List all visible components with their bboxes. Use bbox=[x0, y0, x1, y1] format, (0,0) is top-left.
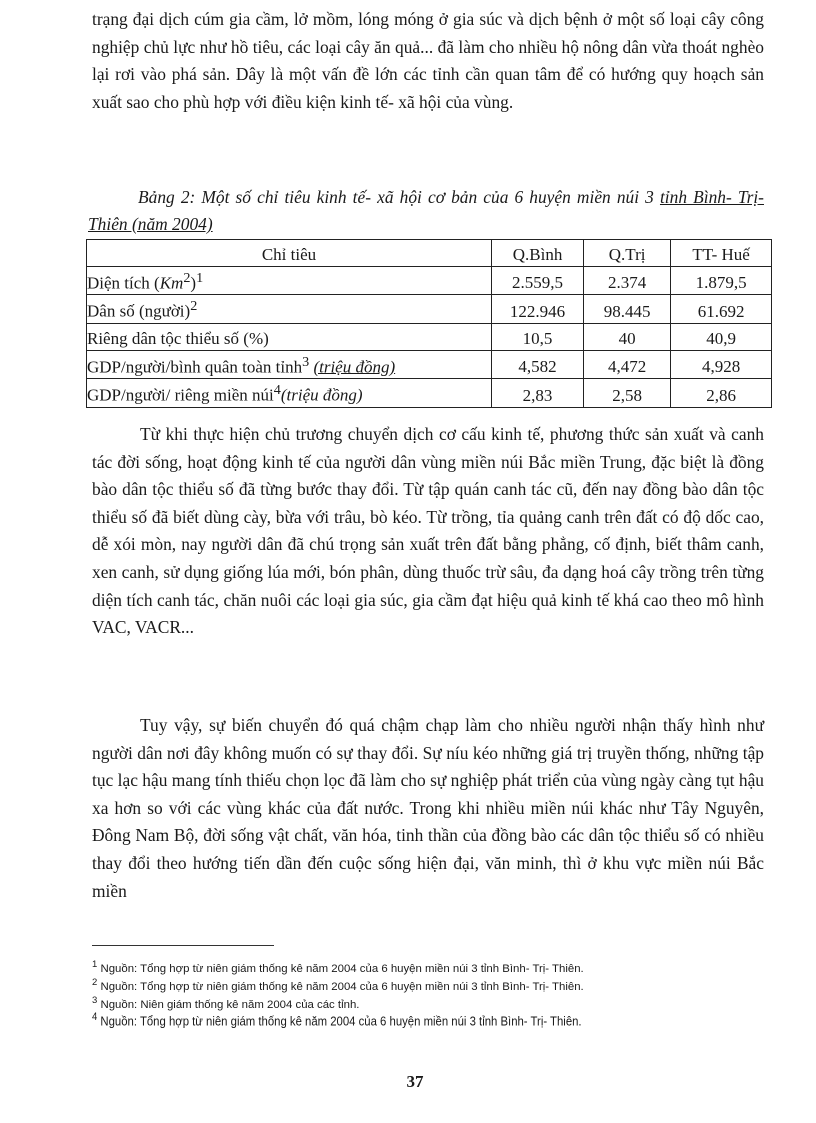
header-thua-thien-hue: TT- Huế bbox=[671, 240, 772, 267]
cell-value: 4,472 bbox=[584, 350, 671, 379]
paragraph-economic-change: Từ khi thực hiện chủ trương chuyển dịch cơ cấu kinh tế, phương thức sản xuất và canh tác đời sống, hoạt động kinh tế của người dân vùng miền núi Bắc miền Trung, đặc biệt là đồng bào dân tộc thiểu số đã từng bước thay đổi. Từ tập quán canh tác cũ, đến nay đồng bào dân tộc thiểu số đã biết dùng cày, bừa với trâu, bò kéo. Từ trồng, tỉa quảng canh trên đất có độ dốc cao, dễ xói mòn, nay người dân đã chú trọng sản xuất trên đất bằng phẳng, cố định, biết thâm canh, xen canh, sử dụng giống lúa mới, bón phân, dùng thuốc trừ sâu, đa dạng hoá cây trồng trên từng diện tích canh tác, chăn nuôi các loại gia súc, gia cầm đạt hiệu quả kinh tế khá cao theo mô hình VAC, VACR... bbox=[92, 424, 764, 638]
table-row-area bbox=[87, 266, 772, 295]
cell-value: 2.559,5 bbox=[491, 266, 583, 295]
footnote-divider bbox=[92, 945, 274, 946]
table-row-population bbox=[87, 295, 772, 324]
paragraph-slow-change: Tuy vậy, sự biến chuyển đó quá chậm chạp làm cho nhiều người nhận thấy hình như người dân nơi đây không muốn có sự thay đổi. Sự níu kéo những giá trị truyền thống, những tập tục lạc hậu mang tính thiếu chọn lọc đã làm cho sự nghiệp phát triển của vùng ngày càng tụt hậu xa hơn so với các vùng khác của đất nước. Trong khi nhiều miền núi khác như Tây Nguyên, Đông Nam Bộ, đời sống vật chất, văn hóa, tinh thần của đồng bào các dân tộc thiểu số có nhiều thay đổi theo hướng tiến dần đến cuộc sống hiện đại, văn minh, thì ở khu vực miền núi Bắc miền bbox=[92, 715, 764, 901]
cell-value: 2,86 bbox=[671, 379, 772, 408]
paragraph-intro: trạng đại dịch cúm gia cầm, lở mồm, lóng móng ở gia súc và dịch bệnh ở một số loại cây công nghiệp chủ lực như hồ tiêu, các loại cây ăn quả... đã làm cho nhiều hộ nông dân vừa thoát nghèo lại rơi vào phá sản. Dây là một vấn đề lớn các tỉnh cần quan tâm để có hướng quy hoạch sản xuất sao cho phù hợp với điều kiện kinh tế- xã hội của vùng. bbox=[92, 9, 764, 112]
table-row-ethnic-minority bbox=[87, 323, 772, 350]
cell-value: 40 bbox=[584, 323, 671, 350]
row-label: Riêng dân tộc thiểu số (%) bbox=[87, 323, 492, 350]
statistics-table bbox=[86, 239, 772, 408]
cell-value: 2,58 bbox=[584, 379, 671, 408]
cell-value: 2.374 bbox=[584, 266, 671, 295]
cell-value: 61.692 bbox=[671, 295, 772, 324]
table-row-gdp-province bbox=[87, 350, 772, 379]
page-number: 37 bbox=[406, 1072, 424, 1091]
header-indicator: Chỉ tiêu bbox=[87, 240, 492, 267]
row-label: GDP/người/ riêng miền núi$^4$(triệu đồng) bbox=[87, 379, 492, 408]
cell-value: 40,9 bbox=[671, 323, 772, 350]
table-row-gdp-mountain bbox=[87, 379, 772, 408]
cell-value: 98.445 bbox=[584, 295, 671, 324]
table-header-row bbox=[87, 240, 772, 267]
header-quang-binh: Q.Bình bbox=[491, 240, 583, 267]
row-label: Diện tích $(Km^2)^1$ bbox=[87, 266, 492, 295]
cell-value: 122.946 bbox=[491, 295, 583, 324]
footnote-3: $^3$ Nguồn: Niên giám thống kê năm 2004 của các tỉnh. bbox=[92, 995, 360, 1011]
caption-line-2: tỉnh Bình- Trị- Thiên (năm 2004) bbox=[88, 187, 764, 234]
row-label: Dân số (người)$^2$ bbox=[87, 295, 492, 324]
header-quang-tri: Q.Trị bbox=[584, 240, 671, 267]
cell-value: 10,5 bbox=[491, 323, 583, 350]
footnote-4: $^4$ Nguồn: Tổng hợp từ niên giám thống kê năm 2004 của 6 huyện miền núi 3 tỉnh Bình- Trị- Thiên. bbox=[92, 1011, 582, 1029]
footnote-2: $^2$ Nguồn: Tổng hợp từ niên giám thống kê năm 2004 của 6 huyện miền núi 3 tỉnh Bình- Trị- Thiên. bbox=[92, 977, 584, 993]
cell-value: 2,83 bbox=[491, 379, 583, 408]
cell-value: 4,928 bbox=[671, 350, 772, 379]
cell-value: 1.879,5 bbox=[671, 266, 772, 295]
caption-line-1: Bảng 2: Một số chỉ tiêu kinh tế- xã hội cơ bản của 6 huyện miền núi 3 bbox=[138, 187, 654, 207]
footnote-1: $^1$ Nguồn: Tổng hợp từ niên giám thống kê năm 2004 của 6 huyện miền núi 3 tỉnh Bình- Trị- Thiên. bbox=[92, 959, 584, 975]
row-label: GDP/người/bình quân toàn tỉnh$^3$ (triệu đồng) bbox=[87, 350, 492, 379]
table-caption bbox=[88, 184, 764, 238]
cell-value: 4,582 bbox=[491, 350, 583, 379]
